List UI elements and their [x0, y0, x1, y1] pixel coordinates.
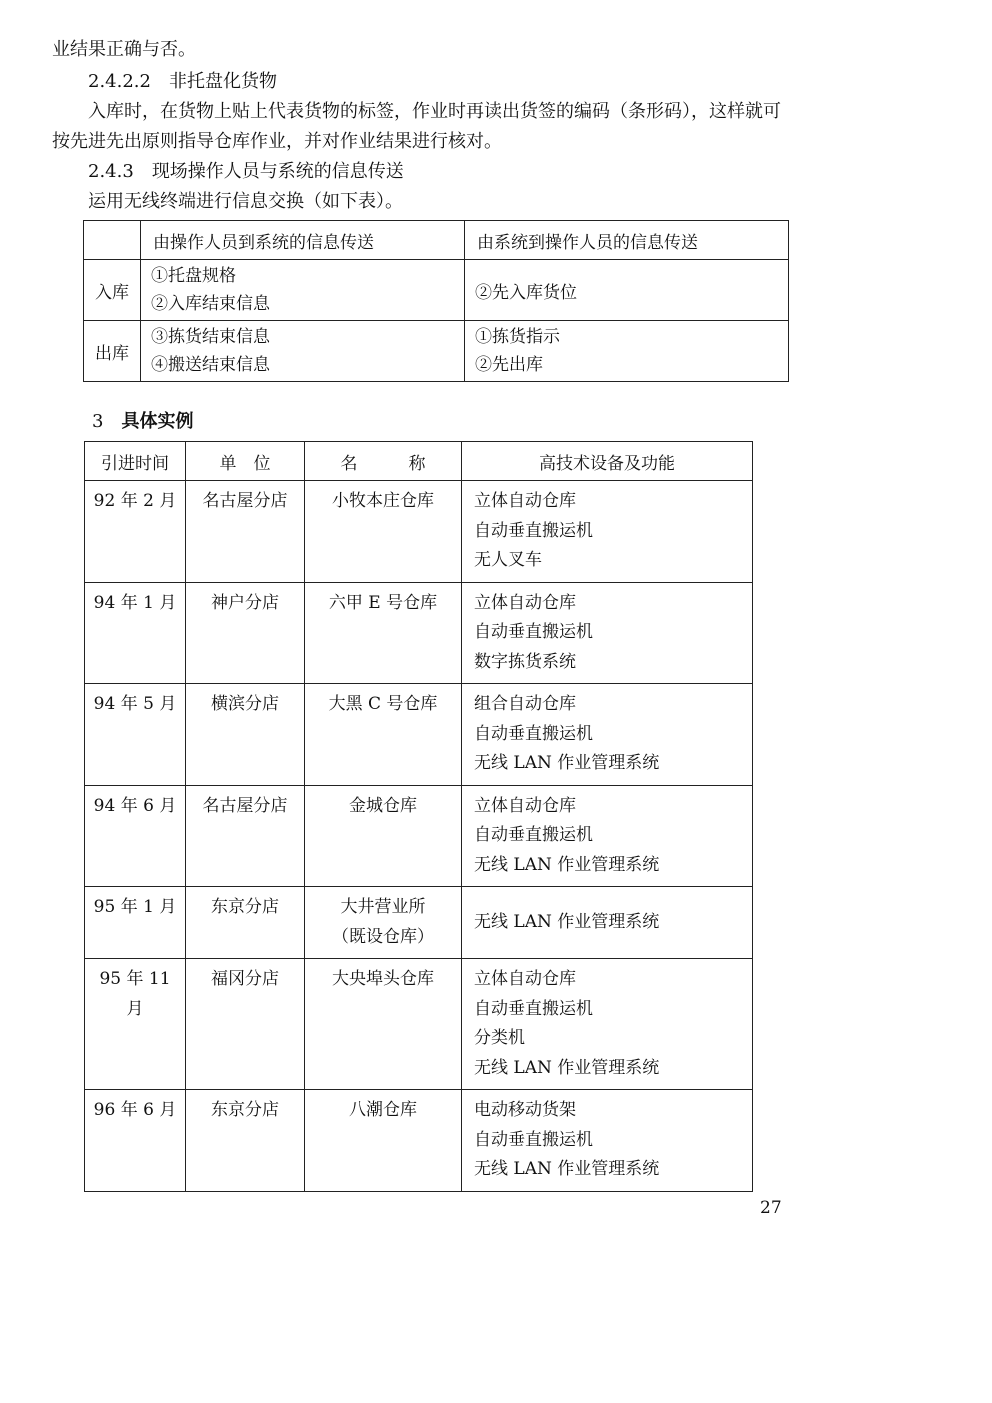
table-cell	[141, 260, 465, 321]
unit-cell: 横滨分店	[186, 684, 305, 786]
paragraph-line: 按先进先出原则指导仓库作业，并对作业结果进行核对。	[52, 131, 502, 152]
table-row	[85, 785, 753, 887]
table-row	[84, 321, 789, 382]
cell-line: 小牧本庄仓库	[332, 491, 434, 511]
table-cell	[141, 321, 465, 382]
name-cell	[305, 481, 462, 583]
cell-line: 六甲 E 号仓库	[328, 592, 438, 613]
section-heading-3	[92, 410, 193, 434]
cell-line: 分类机	[474, 1028, 525, 1048]
table-cell	[465, 321, 789, 382]
intro-time-cell: 94 年 1 月	[85, 582, 186, 684]
equipment-cell	[462, 785, 753, 887]
unit-cell: 东京分店	[186, 1090, 305, 1192]
cell-line: ②入库结束信息	[151, 294, 270, 314]
name-cell	[305, 1090, 462, 1192]
info-transfer-table	[83, 220, 789, 382]
cell-line: ④搬送结束信息	[151, 355, 270, 375]
cell-line: ①托盘规格	[151, 266, 236, 286]
cell-line: 立体自动仓库	[474, 491, 576, 511]
cell-line: 自动垂直搬运机	[474, 825, 593, 845]
table-header-cell: 高技术设备及功能	[462, 442, 753, 481]
cell-line: 立体自动仓库	[474, 969, 576, 989]
cell-line: 金城仓库	[349, 795, 417, 816]
name-cell	[305, 582, 462, 684]
cell-line: 自动垂直搬运机	[474, 998, 593, 1019]
table-header-row	[84, 221, 789, 260]
equipment-cell	[462, 1090, 753, 1192]
paragraph-line: 运用无线终端进行信息交换（如下表）。	[88, 191, 403, 212]
row-label: 出库	[84, 321, 141, 382]
unit-cell: 东京分店	[186, 887, 305, 959]
cell-line: 无线 LAN 作业管理系统	[474, 911, 660, 932]
unit-cell: 福冈分店	[186, 959, 305, 1090]
table-row	[85, 481, 753, 583]
section-title: 非托盘化货物	[168, 71, 277, 92]
intro-time-cell: 95 年 1 月	[85, 887, 186, 959]
table-header-cell: 由操作人员到系统的信息传送	[141, 221, 465, 260]
cell-line: 电动移动货架	[474, 1100, 576, 1120]
cell-line: 自动垂直搬运机	[474, 520, 593, 541]
cell-line: 无线 LAN 作业管理系统	[474, 1057, 660, 1078]
cell-line: 数字拣货系统	[474, 651, 576, 672]
cell-line: 无线 LAN 作业管理系统	[474, 753, 660, 773]
table-header-cell	[84, 221, 141, 260]
section-number: 2.4.3	[88, 161, 134, 182]
cell-line: ②先出库	[475, 355, 543, 375]
cell-line: 自动垂直搬运机	[474, 622, 593, 642]
name-cell	[305, 959, 462, 1090]
table-row	[84, 260, 789, 321]
table-row	[85, 887, 753, 959]
cell-line: 大黑 C 号仓库	[328, 694, 438, 714]
cell-line: 无线 LAN 作业管理系统	[474, 854, 660, 875]
cell-line: 大井营业所	[340, 897, 426, 917]
section-number: 3	[92, 411, 104, 432]
cell-line: 无线 LAN 作业管理系统	[474, 1159, 660, 1179]
cell-line: ③拣货结束信息	[151, 327, 270, 347]
table-header-cell: 名 称	[305, 442, 462, 481]
section-number: 2.4.2.2	[88, 71, 151, 92]
unit-cell: 名古屋分店	[186, 785, 305, 887]
section-title: 现场操作人员与系统的信息传送	[151, 161, 404, 182]
case-examples-table	[84, 441, 753, 1192]
table-row	[85, 684, 753, 786]
cell-line: ②先入库货位	[475, 282, 577, 303]
paragraph-continuation: 业结果正确与否。	[52, 39, 196, 60]
intro-time-cell: 94 年 5 月	[85, 684, 186, 786]
table-header-cell: 由系统到操作人员的信息传送	[465, 221, 789, 260]
unit-cell: 神户分店	[186, 582, 305, 684]
cell-line: ①拣货指示	[475, 327, 560, 347]
table-cell	[465, 260, 789, 321]
table-row	[85, 582, 753, 684]
equipment-cell	[462, 684, 753, 786]
paragraph-line: 入库时，在货物上贴上代表货物的标签，作业时再读出货签的编码（条形码），这样就可	[88, 101, 781, 122]
cell-line: 自动垂直搬运机	[474, 1129, 593, 1150]
equipment-cell	[462, 481, 753, 583]
name-cell	[305, 887, 462, 959]
cell-line: 自动垂直搬运机	[474, 723, 593, 744]
equipment-cell	[462, 887, 753, 959]
intro-time-cell: 94 年 6 月	[85, 785, 186, 887]
intro-time-cell: 95 年 11 月	[85, 959, 186, 1090]
case-table-body	[85, 481, 753, 1192]
table-row	[85, 1090, 753, 1192]
cell-line: 组合自动仓库	[474, 694, 576, 714]
cell-line: （既设仓库）	[332, 926, 434, 947]
cell-line: 大央埠头仓库	[332, 969, 434, 989]
intro-time-cell: 92 年 2 月	[85, 481, 186, 583]
table-row	[85, 959, 753, 1090]
section-heading-2-4-3	[88, 160, 404, 184]
table-header-cell: 引进时间	[85, 442, 186, 481]
name-cell	[305, 684, 462, 786]
cell-line: 八潮仓库	[349, 1100, 417, 1120]
intro-time-cell: 96 年 6 月	[85, 1090, 186, 1192]
section-title: 具体实例	[121, 411, 194, 432]
cell-line: 无人叉车	[474, 550, 542, 570]
equipment-cell	[462, 582, 753, 684]
section-heading-2-4-2-2	[88, 70, 277, 94]
row-label: 入库	[84, 260, 141, 321]
table-header-row	[85, 442, 753, 481]
equipment-cell	[462, 959, 753, 1090]
unit-cell: 名古屋分店	[186, 481, 305, 583]
cell-line: 立体自动仓库	[474, 795, 576, 816]
cell-line: 立体自动仓库	[474, 592, 576, 613]
page-number: 27	[760, 1198, 782, 1218]
table-header-cell: 单 位	[186, 442, 305, 481]
name-cell	[305, 785, 462, 887]
